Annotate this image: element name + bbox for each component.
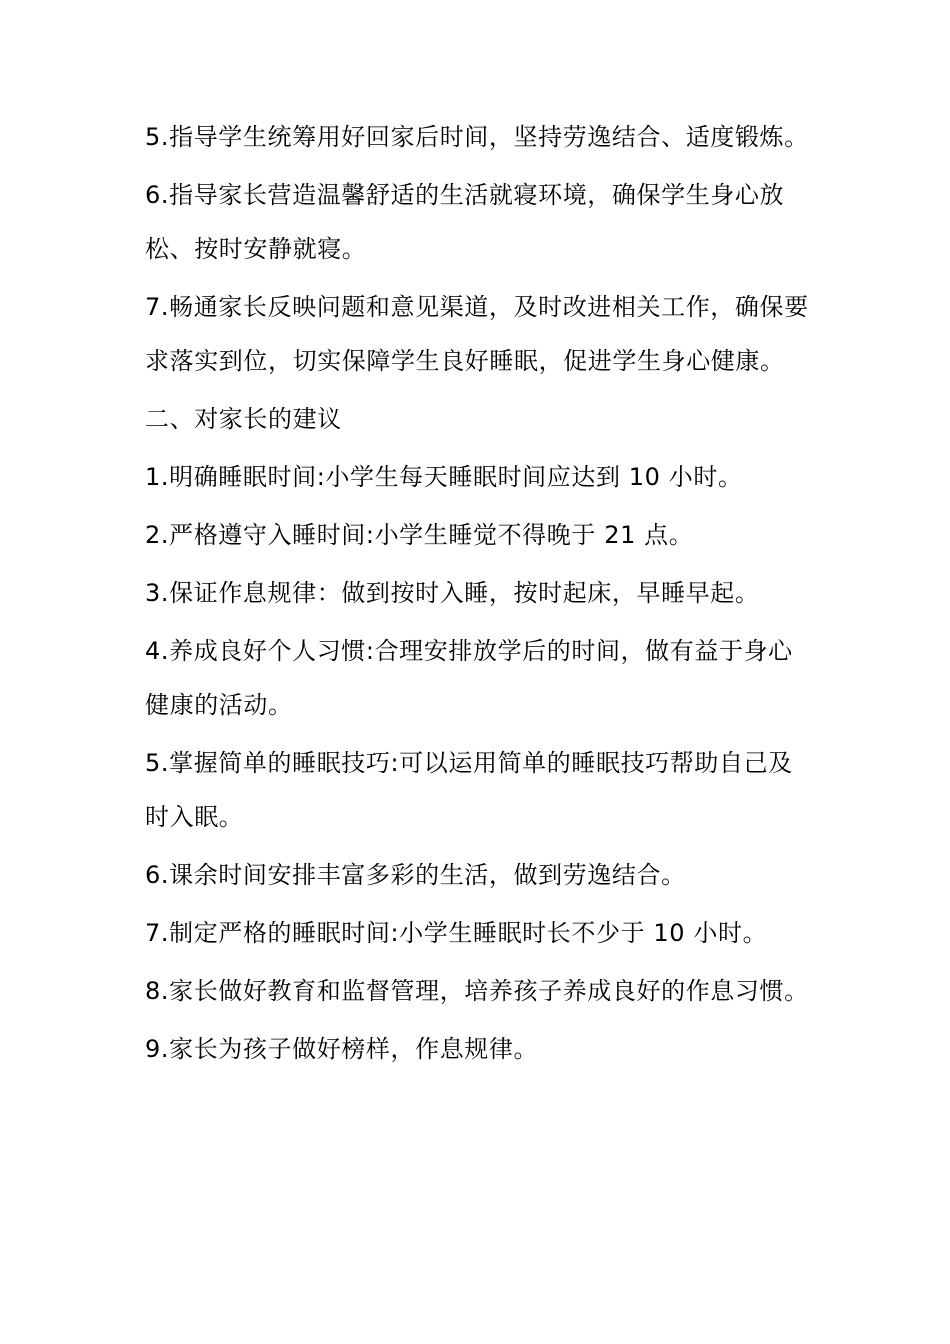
paragraph-parent-item-2: 2.严格遵守入睡时间:小学生睡觉不得晚于 21 点。	[145, 521, 694, 549]
document-body	[145, 110, 810, 1080]
paragraph-school-item-5: 5.指导学生统筹用好回家后时间，坚持劳逸结合、适度锻炼。	[145, 123, 809, 151]
paragraph-parent-item-1: 1.明确睡眠时间:小学生每天睡眠时间应达到 10 小时。	[145, 463, 743, 491]
paragraph-parent-item-3: 3.保证作息规律：做到按时入睡，按时起床，早睡早起。	[145, 579, 760, 607]
paragraph-parent-item-8: 8.家长做好教育和监督管理，培养孩子养成良好的作息习惯。	[145, 977, 809, 1005]
paragraph-parent-item-4: 4.养成良好个人习惯:合理安排放学后的时间，做有益于身心健康的活动。	[145, 637, 793, 719]
section-heading-parent-advice: 二、对家长的建议	[145, 405, 342, 433]
paragraph-parent-item-9: 9.家长为孩子做好榜样，作息规律。	[145, 1035, 539, 1063]
paragraph-parent-item-5: 5.掌握简单的睡眠技巧:可以运用简单的睡眠技巧帮助自己及时入眠。	[145, 749, 793, 831]
paragraph-parent-item-7: 7.制定严格的睡眠时间:小学生睡眠时长不少于 10 小时。	[145, 919, 768, 947]
paragraph-school-item-6: 6.指导家长营造温馨舒适的生活就寝环境，确保学生身心放松、按时安静就寝。	[145, 181, 785, 263]
paragraph-parent-item-6: 6.课余时间安排丰富多彩的生活，做到劳逸结合。	[145, 861, 686, 889]
paragraph-school-item-7: 7.畅通家长反映问题和意见渠道，及时改进相关工作，确保要求落实到位，切实保障学生良好睡眠，促进学生身心健康。	[145, 293, 809, 375]
